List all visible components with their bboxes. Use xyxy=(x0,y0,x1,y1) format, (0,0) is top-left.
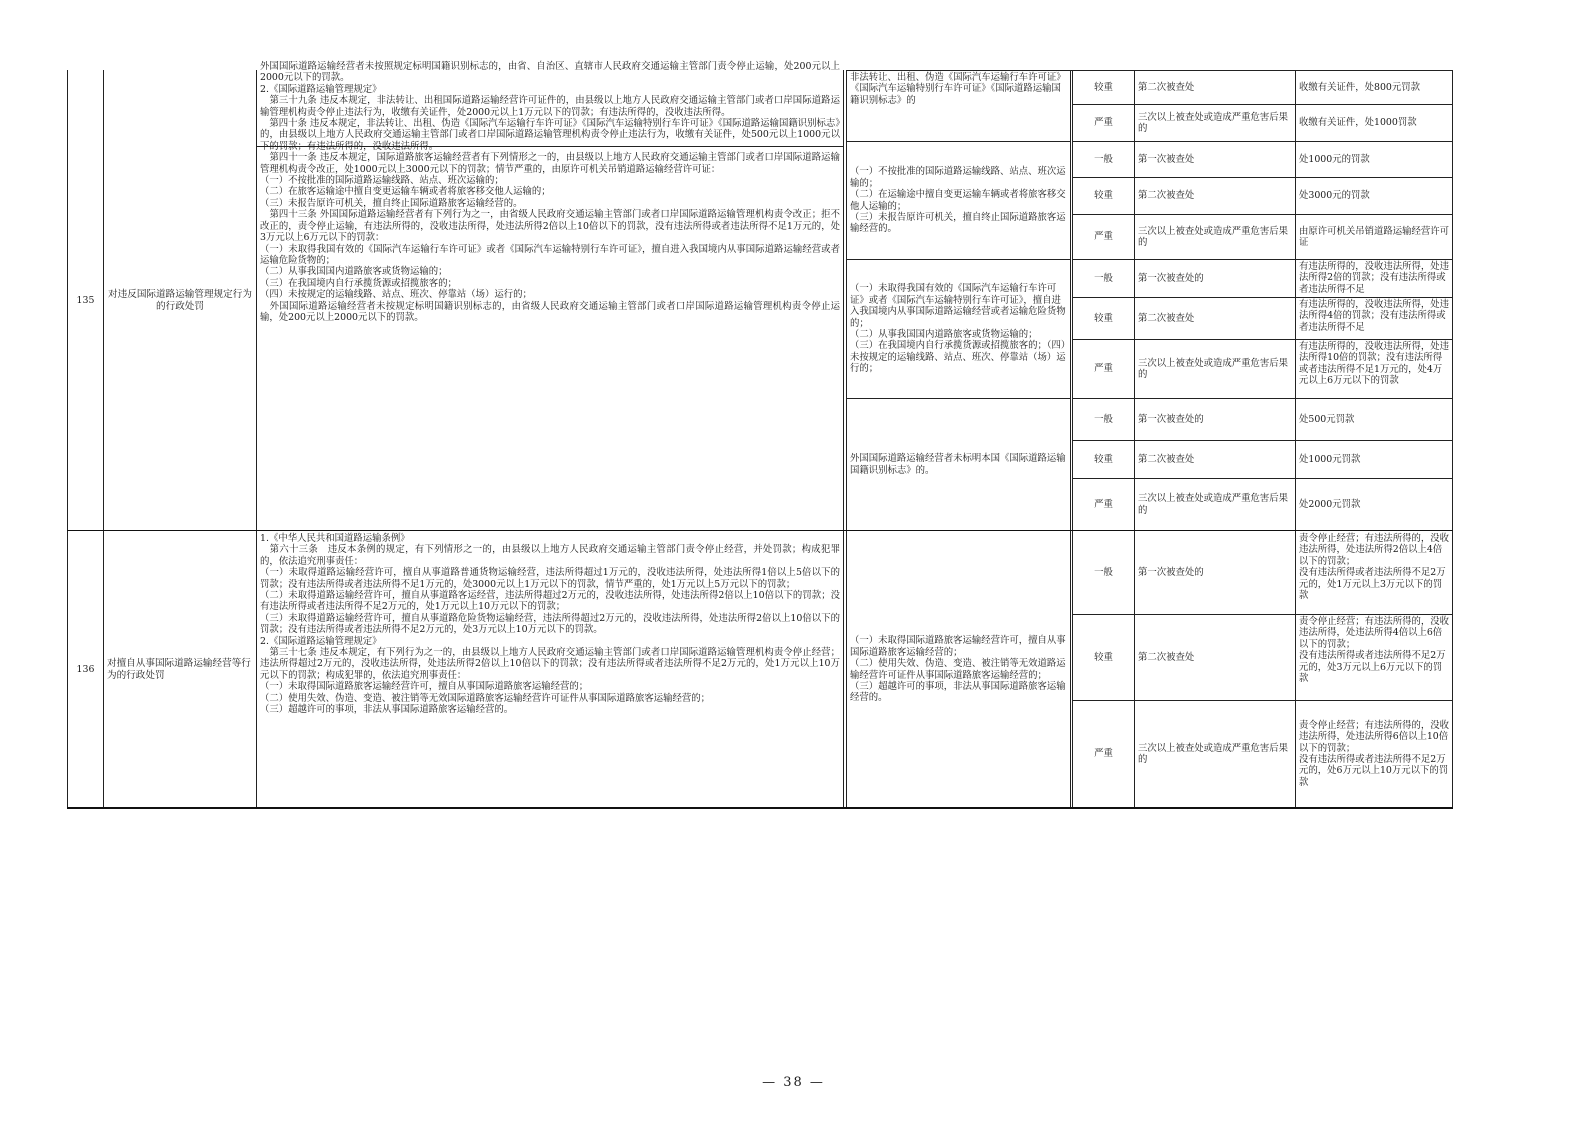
row-135-g2-condition-1: 第一次被查处 xyxy=(1138,153,1195,165)
row-135-g3-condition-2: 第二次被查处 xyxy=(1138,312,1195,324)
row-135-g2-standard-1: 处1000元的罚款 xyxy=(1299,153,1370,165)
row-135-g1-level-1: 较重 xyxy=(1094,81,1113,93)
row-135-g3-condition-3: 三次以上被查处或造成严重危害后果的 xyxy=(1138,357,1289,380)
row-135-g4-level-2: 较重 xyxy=(1094,453,1113,465)
row-135-g2-condition-3: 三次以上被查处或造成严重危害后果的 xyxy=(1138,225,1289,248)
row-135-circumstance-2: （一）不按批准的国际道路运输线路、站点、班次运输的； （二）在运输途中擅自变更运输车辆或者将旅客移交他人运输的； （三）未报告原许可机关，擅自终止国际道路旅客运输经营的。 xyxy=(850,166,1066,235)
row-135-g2-condition-2: 第二次被查处 xyxy=(1138,190,1195,202)
row-136-basis: 1.《中华人民共和国道路运输条例》 第六十三条 违反本条例的规定，有下列情形之一的，由县级以上地方人民政府交通运输主管部门责令停止经营，并处罚款；构成犯罪的，依法追究刑事责任： （一）未取得道路运输经营许可，擅自从事道路普通货物运输经营，违法所得超过1万元的，没收违法所得，处违法所得1倍以上5倍以下的罚款；没有违法所得或者违法所得不足1万元的，处3000元以上1万元以下的罚款，情节严重的，处1万元以上5万元以下的罚款； （二）未取得道路运输经营许可，擅自从事道路客运经营，违法所得超过2万元的，没收违法所得，处违法所得2倍以上10倍以下的罚款；没有违法所得或者违法所得不足2万元的，处1万元以上10万元以下的罚款； （三）未取得道路运输经营许可，擅自从事道路危险货物运输经营，违法所得超过2万元的，没收违法所得，处违法所得2倍以上10倍以下的罚款；没有违法所得或者违法所得不足2万元的，处3万元以上10万元以下的罚款。 2.《国际道路运输管理规定》 第三十七条 违反本规定，有下列行为之一的，由县级以上地方人民政府交通运输主管部门或者口岸国际道路运输管理机构责令停止经营；违法所得超过2万元的，没收违法所得，处违法所得2倍以上10倍以下的罚款；没有违法所得或者违法所得不足2万元的，处1万元以上10万元以下的罚款；构成犯罪的，依法追究刑事责任： （一）未取得国际道路旅客运输经营许可，擅自从事国际道路旅客运输经营的； （二）使用失效、伪造、变造、被注销等无效国际道路旅客运输经营许可证件从事国际道路旅客运输经营的； （三）超越许可的事项，非法从事国际道路旅客运输经营的。 xyxy=(260,533,840,716)
row-135-g3-standard-1: 有违法所得的，没收违法所得，处违法所得2倍的罚款；没有违法所得或者违法所得不足 xyxy=(1299,261,1450,295)
row-135-g3-level-3: 严重 xyxy=(1094,363,1113,375)
row-135-g4-standard-2: 处1000元罚款 xyxy=(1299,453,1361,465)
row-135-g1-standard-1: 收缴有关证件，处800元罚款 xyxy=(1299,81,1421,93)
row-135-g4-condition-2: 第二次被查处 xyxy=(1138,453,1195,465)
row-136-condition-1: 第一次被查处的 xyxy=(1138,567,1204,579)
row-135-circumstance-3: （一）未取得我国有效的《国际汽车运输行车许可证》或者《国际汽车运输特别行车许可证》，擅自进入我国境内从事国际道路运输经营或者运输危险货物的； （二）从事我国国内道路旅客或货物运输的； （三）在我国境内自行承揽货源或招揽旅客的；（四）未按规定的运输线路、站点、班次、停靠站（场）运行的； xyxy=(850,283,1066,375)
row-135-g2-standard-2: 处3000元的罚款 xyxy=(1299,190,1370,202)
row-135-g4-level-1: 一般 xyxy=(1094,413,1113,425)
row-135-number: 135 xyxy=(76,294,95,306)
row-136-circumstance-1: （一）未取得国际道路旅客运输经营许可，擅自从事国际道路旅客运输经营的； （二）使用失效、伪造、变造、被注销等无效道路运输经营许可证件从事国际道路旅客运输经营的； （三）超越许可的事项，非法从事国际道路旅客运输经营的。 xyxy=(850,635,1066,704)
row-136-level-2: 较重 xyxy=(1094,651,1113,663)
row-135-g3-condition-1: 第一次被查处的 xyxy=(1138,272,1204,284)
row-136-level-3: 严重 xyxy=(1094,748,1113,760)
row-136-standard-3: 责令停止经营；有违法所得的，没收违法所得，处违法所得6倍以上10倍以下的罚款； 没有违法所得或者违法所得不足2万元的，处6万元以上10万元以下的罚款 xyxy=(1299,719,1450,788)
row-136-number: 136 xyxy=(76,663,95,675)
row-136-standard-2: 责令停止经营；有违法所得的，没收违法所得，处违法所得4倍以上6倍以下的罚款； 没有违法所得或者违法所得不足2万元的，处3万元以上6万元以下的罚款 xyxy=(1299,616,1450,685)
row-135-g4-standard-1: 处500元罚款 xyxy=(1299,413,1355,425)
row-135-g3-level-1: 一般 xyxy=(1094,272,1113,284)
row-135-g3-standard-2: 有违法所得的，没收违法所得，处违法所得4倍的罚款；没有违法所得或者违法所得不足 xyxy=(1299,299,1450,333)
row-135-g4-condition-3: 三次以上被查处或造成严重危害后果的 xyxy=(1138,493,1289,516)
row-135-g2-standard-3: 由原许可机关吊销道路运输经营许可证 xyxy=(1299,225,1450,248)
row-135-item-name: 对违反国际道路运输管理规定行为的行政处罚 xyxy=(108,288,252,312)
row-135-g3-standard-3: 有违法所得的，没收违法所得，处违法所得10倍的罚款；没有违法所得或者违法所得不足1万元的，处4万元以上6万元以下的罚款 xyxy=(1299,341,1450,387)
row-136-standard-1: 责令停止经营；有违法所得的，没收违法所得，处违法所得2倍以上4倍以下的罚款； 没有违法所得或者违法所得不足2万元的，处1万元以上3万元以下的罚款 xyxy=(1299,533,1450,602)
row-135-g3-level-2: 较重 xyxy=(1094,312,1113,324)
row-135-g2-level-3: 严重 xyxy=(1094,231,1113,243)
row-135-g2-level-1: 一般 xyxy=(1094,153,1113,165)
row-135-basis: 外国国际道路运输经营者未按照规定标明国籍识别标志的，由省、自治区、直辖市人民政府交通运输主管部门责令停止运输，处200元以上2000元以下的罚款。 2.《国际道路运输管理规定》 第三十九条 违反本规定，非法转让、出租国际道路运输经营许可证件的，由县级以上地方人民政府交通运输主管部门或者口岸国际道路运输管理机构责令停止违法行为，收缴有关证件，处2000元以上1万元以下的罚款；有违法所得的，没收违法所得。 第四十条 违反本规定，非法转让、出租、伪造《国际汽车运输行车许可证》《国际汽车运输特别行车许可证》《国际道路运输国籍识别标志》的，由县级以上地方人民政府交通运输主管部门或者口岸国际道路运输管理机构责令停止违法行为，收缴有关证件，处500元以上1000元以下的罚款；有违法所得的，没收违法所得。 第四十一条 违反本规定，国际道路旅客运输经营者有下列情形之一的，由县级以上地方人民政府交通运输主管部门或者口岸国际道路运输管理机构责令改正，处1000元以上3000元以下的罚款；情节严重的，由原许可机关吊销道路运输经营许可证： （一）不按批准的国际道路运输线路、站点、班次运输的； （二）在旅客运输途中擅自变更运输车辆或者将旅客移交他人运输的； （三）未报告原许可机关，擅自终止国际道路旅客运输经营的。 第四十三条 外国国际道路运输经营者有下列行为之一，由省级人民政府交通运输主管部门或者口岸国际道路运输管理机构责令改正；拒不改正的，责令停止运输，有违法所得的，没收违法所得，处违法所得2倍以上10倍以下的罚款，没有违法所得或者违法所得不足1万元的，处3万元以上6万元以下的罚款： （一）未取得我国有效的《国际汽车运输行车许可证》或者《国际汽车运输特别行车许可证》，擅自进入我国境内从事国际道路运输经营或者运输危险货物的； （二）从事我国国内道路旅客或货物运输的； （三）在我国境内自行承揽货源或招揽旅客的； （四）未按规定的运输线路、站点、班次、停靠站（场）运行的； 外国国际道路运输经营者未按规定标明国籍识别标志的，由省级人民政府交通运输主管部门或者口岸国际道路运输管理机构责令停止运输，处200元以上2000元以下的罚款。 xyxy=(260,61,840,323)
row-135-g2-level-2: 较重 xyxy=(1094,190,1113,202)
row-136-level-1: 一般 xyxy=(1094,567,1113,579)
row-135-circumstance-1: 非法转让、出租、伪造《国际汽车运输行车许可证》《国际汽车运输特别行车许可证》《国际道路运输国籍识别标志》的 xyxy=(850,72,1066,106)
row-136-condition-3: 三次以上被查处或造成严重危害后果的 xyxy=(1138,742,1289,765)
row-136-condition-2: 第二次被查处 xyxy=(1138,651,1195,663)
row-135-g1-level-2: 严重 xyxy=(1094,117,1113,129)
row-135-g1-condition-2: 三次以上被查处或造成严重危害后果的 xyxy=(1138,111,1289,134)
row-135-g4-level-3: 严重 xyxy=(1094,498,1113,510)
row-135-g1-condition-1: 第二次被查处 xyxy=(1138,81,1195,93)
row-135-g1-standard-2: 收缴有关证件，处1000罚款 xyxy=(1299,117,1417,129)
row-135-g4-standard-3: 处2000元罚款 xyxy=(1299,498,1361,510)
row-136-item-name: 对擅自从事国际道路运输经营等行为的行政处罚 xyxy=(107,657,251,681)
row-135-circumstance-4: 外国国际道路运输经营者未标明本国《国际道路运输国籍识别标志》的。 xyxy=(850,453,1066,476)
page-number: — 38 — xyxy=(762,1075,825,1090)
row-135-g4-condition-1: 第一次被查处的 xyxy=(1138,413,1204,425)
